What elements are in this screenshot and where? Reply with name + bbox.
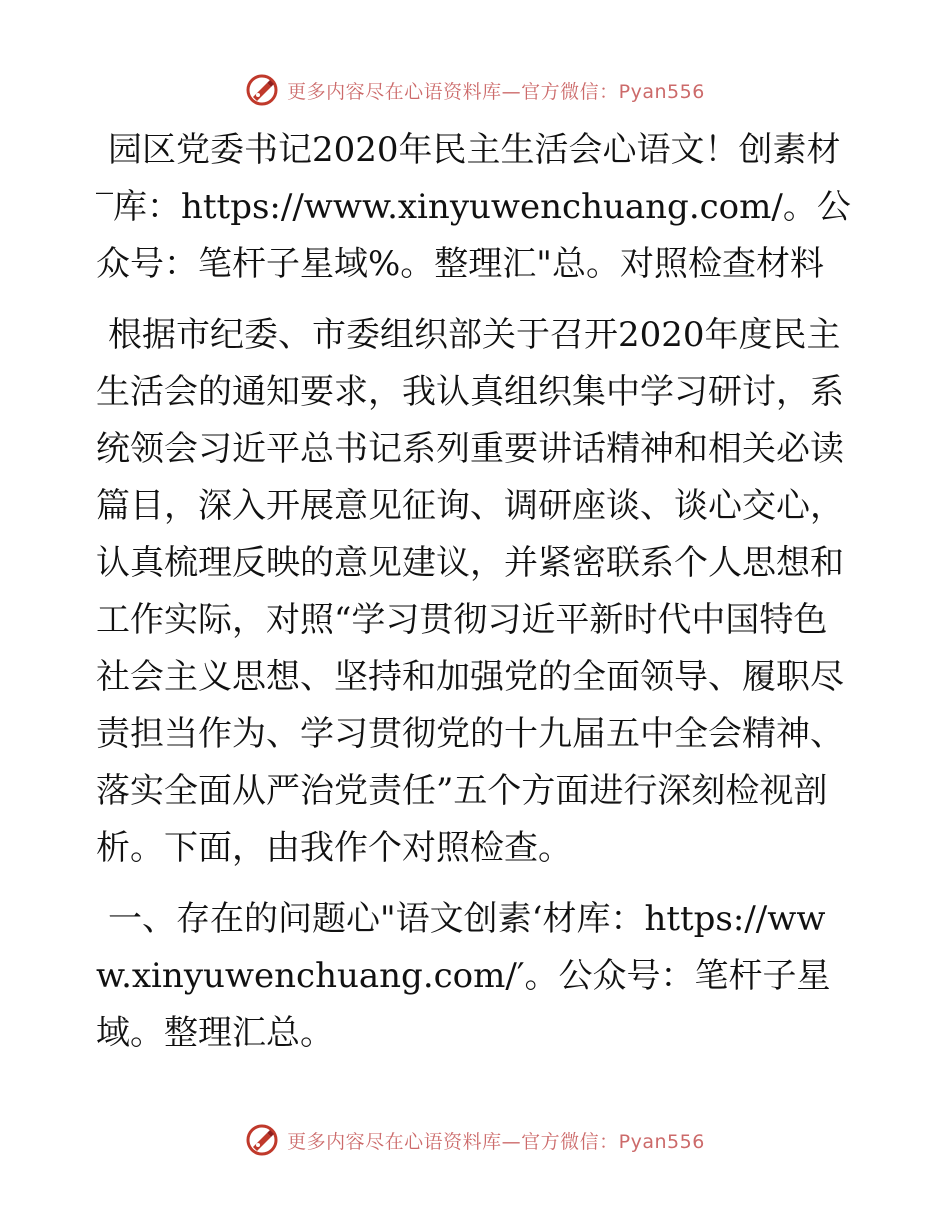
pen-nib-logo-icon: [245, 73, 279, 107]
document-title-paragraph: 园区党委书记2020年民主生活会心语文！创素材‾库：https://www.xinyuwenchuang.com/。公众号：笔杆子星域%。整理汇"总。对照检查材料: [96, 130, 851, 284]
footer-watermark-text: 更多内容尽在心语资料库—官方微信：Pyan556: [287, 1130, 705, 1153]
header-watermark-banner: [0, 72, 950, 108]
section-heading-paragraph: 一、存在的问题心"语文创素‘材库：https://www.xinyuwenchuang.com/′。公众号：笔杆子星域。整理汇总。: [96, 899, 831, 1053]
footer-watermark-banner: [0, 1122, 950, 1158]
pen-nib-logo-icon: [245, 1123, 279, 1157]
document-body: [96, 122, 856, 1062]
introduction-paragraph: 根据市纪委、市委组织部关于召开2020年度民主生活会的通知要求，我认真组织集中学习研讨，系统领会习近平总书记系列重要讲话精神和相关必读篇目，深入开展意见征询、调研座谈、谈心交心，认真梳理反映的意见建议，并紧密联系个人思想和工作实际，对照“学习贯彻习近平新时代中国特色社会主义思想、坚持和加强党的全面领导、履职尽责担当作为、学习贯彻党的十九届五中全会精神、落实全面从严治党责任”五个方面进行深刻检视剖析。下面，由我作个对照检查。: [96, 315, 844, 868]
header-watermark-text: 更多内容尽在心语资料库—官方微信：Pyan556: [287, 80, 705, 103]
